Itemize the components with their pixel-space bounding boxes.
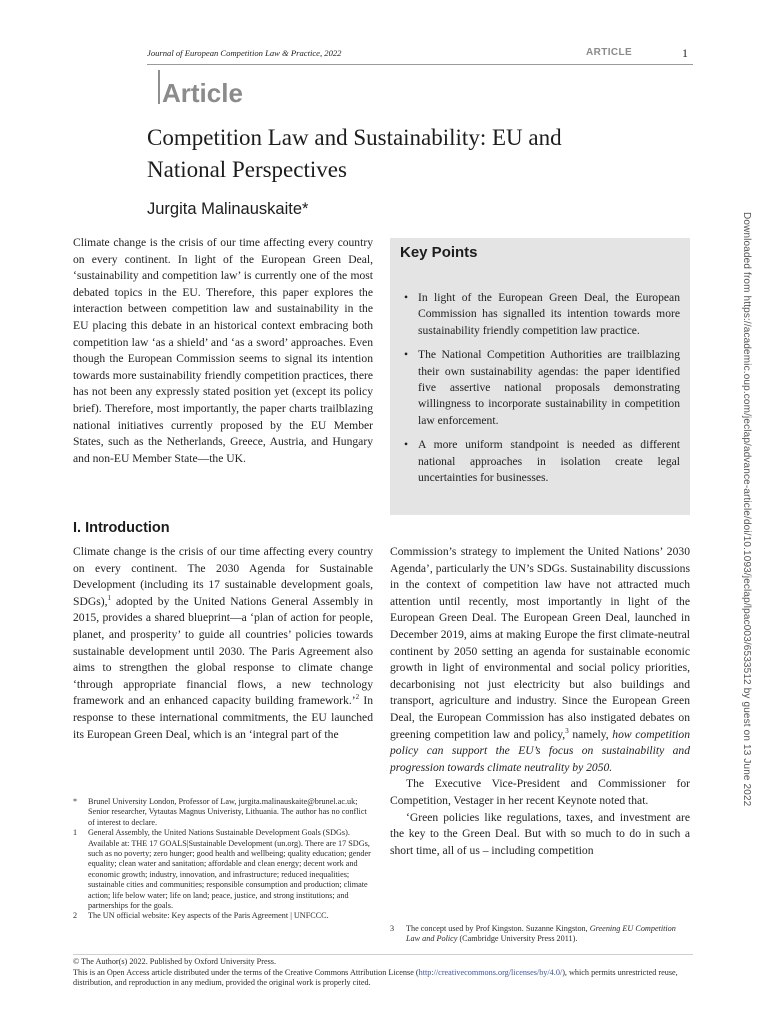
intro-text: namely, [568, 727, 613, 741]
footnote-mark: 1 [73, 828, 78, 838]
title-line-2: National Perspectives [147, 157, 347, 182]
footnote [73, 797, 373, 828]
key-points-list [404, 290, 680, 494]
abstract [73, 235, 373, 467]
intro-text: Climate change is the crisis of our time affecting every country on every continent. The 2030 Agenda for Sustainable Development (including its 17 sustainable development goals, SDGs), [73, 545, 373, 608]
article-label-marker [158, 70, 160, 104]
intro-paragraph: ‘Green policies like regulations, taxes, and investment are the key to the Green Deal. But with so much to do in such a short time, all of us – including competition [390, 810, 690, 857]
intro-paragraph [390, 544, 690, 776]
footnote [390, 924, 690, 945]
article-title [147, 122, 707, 186]
article-label: Article [162, 78, 243, 108]
intro-paragraph: The Executive Vice-President and Commissioner for Competition, Vestager in her recent Keynote noted that. [390, 777, 690, 807]
bullet-icon: • [404, 291, 409, 304]
title-line-1: Competition Law and Sustainability: EU and [147, 125, 562, 150]
footnote-ref-1[interactable]: 1 [107, 593, 111, 602]
download-notice-text: Downloaded from https://academic.oup.com/jeclap/advance-article/doi/10.1093/jeclap/lpac003/6533512 by guest on 13 June 2022 [741, 212, 752, 807]
license-line [73, 968, 693, 989]
footnote-mark: 3 [390, 924, 395, 933]
license-link[interactable]: http://creativecommons.org/licenses/by/4.0/ [418, 967, 563, 977]
intro-text: adopted by the United Nations General Assembly in 2015, provides a shared blueprint—a ‘plan of action for people, planet, and prosperity’ to guide all countries’ policies towards sustainable development until 2030. The Paris Agreement also aims to strengthen the global response to climate change ‘through appropriate financial flows, a new technology framework and an enhanced capacity building framework.’ [73, 594, 373, 708]
license-text: ), which permits unrestricted reuse, distribution, and reproduction in any medium, provided the original work is properly cited. [73, 967, 678, 988]
header-divider [147, 64, 693, 65]
key-point-text: A more uniform standpoint is needed as different national approaches in isolation create legal uncertainties for businesses. [418, 438, 680, 485]
footnote-text: General Assembly, the United Nations Sustainable Development Goals (SDGs). Available at: THE 17 GOALS|Sustainable Development (un.org). There are 17 SDGs, such as no poverty; zero hunger; good health and wellbeing; quality education; gender equality; clean water and sanitation; affordable and clean energy; decent work and economic growth; industry, innovation, and infrastructure; reduced inequalities; sustainable cities and communities; responsible consumption and production; climate action; life below water; life on land; peace, justice, and strong institutions; and partnerships for the goals. [88, 828, 371, 911]
intro-paragraph [73, 544, 373, 743]
key-points-title: Key Points [400, 244, 478, 261]
download-notice [740, 212, 754, 807]
footnote-ref-3[interactable]: 3 [565, 726, 569, 735]
key-point-text: The National Competition Authorities are trailblazing their own sustainability agendas: the paper identified five assertive national proposals demonstrating willingness to incorporate sustainability in competition law enforcement. [418, 348, 680, 427]
bullet-icon: • [404, 348, 409, 362]
abstract-text: Climate change is the crisis of our time affecting every country on every continent. In light of the European Green Deal, ‘sustainability and competition law’ is currently one of the most debated topics in the EU. Therefore, this paper explores the interaction between competition law and sustainability in the EU placing this debate in an historical context embracing both competition law ‘as a shield’ and ‘as a sword’ approaches. Even though the European Commission seems to signal its intention towards more sustainability friendly competition practices, there has not been any expressly stated position yet (except its policy brief). Therefore, most importantly, the paper charts trailblazing national initiatives currently proposed by the EU Member States, such as the Netherlands, Greece, Austria, and Hungary and non-EU Member State—the UK. [73, 236, 373, 465]
footnote-italic-text: Greening EU Competition Law and Policy [406, 924, 676, 944]
footnote-mark: * [73, 797, 78, 806]
intro-column-right [390, 544, 690, 859]
footnotes-right [390, 924, 690, 945]
footnote-ref-2[interactable]: 2 [355, 693, 360, 702]
page-number: 1 [682, 46, 688, 60]
author-name: Jurgita Malinauskaite* [147, 200, 309, 218]
footnote-text: The concept used by Prof Kingston. Suzanne Kingston, [406, 924, 590, 933]
key-point-item [404, 290, 680, 339]
footnotes-left [73, 797, 373, 922]
footnote-mark: 2 [73, 911, 78, 921]
footnote-text: Brunel University London, Professor of Law, jurgita.malinauskaite@brunel.ac.uk; Senior researcher, Vytautas Magnus Univeristy, Lithuania. The author has no conflict of interest to declare. [88, 797, 367, 827]
journal-name: Journal of European Competition Law & Practice, 2022 [147, 48, 342, 58]
footer-divider [73, 954, 693, 955]
intro-italic-text: how competition policy can support the EU’s focus on sustainability and progression towards climate neutrality by 2050. [390, 727, 691, 774]
footnote-text: (Cambridge University Press 2011). [457, 934, 578, 944]
key-point-item [404, 437, 680, 486]
key-point-text: In light of the European Green Deal, the European Commission has signalled its intention towards more sustainability friendly competition law practice. [418, 291, 680, 337]
license-text: This is an Open Access article distributed under the terms of the Creative Commons Attribution License ( [73, 967, 419, 977]
section-heading-introduction: I. Introduction [73, 520, 170, 536]
intro-text: Commission’s strategy to implement the United Nations’ 2030 Agenda’, particularly the UN’s SDGs. Sustainability discussions in the context of competition law have not attracted much attention until recently, most importantly in light of the European Green Deal. The European Green Deal, launched in December 2019, aims at making Europe the first climate-neutral continent by 2050 setting an agenda for sustainable economic growth in light of environmental and social policy priorities, decarbonising not just electricity but also buildings and transport, agriculture and industry. Since the European Green Deal, the European Commission has also instigated debates on greening competition law and policy, [390, 545, 690, 741]
copyright-notice [73, 957, 693, 989]
footnote [73, 828, 373, 911]
key-point-item [404, 347, 680, 429]
copyright-line: © The Author(s) 2022. Published by Oxford University Press. [73, 957, 277, 966]
footnote-text: The UN official website: Key aspects of the Paris Agreement | UNFCCC. [88, 911, 329, 921]
intro-column-left [73, 544, 373, 743]
footnote [73, 911, 373, 921]
bullet-icon: • [404, 438, 409, 452]
article-tag: ARTICLE [586, 47, 633, 58]
intro-text: In response to these international commitments, the EU launched its European Green Deal, which is an ‘integral part of the [73, 694, 374, 741]
